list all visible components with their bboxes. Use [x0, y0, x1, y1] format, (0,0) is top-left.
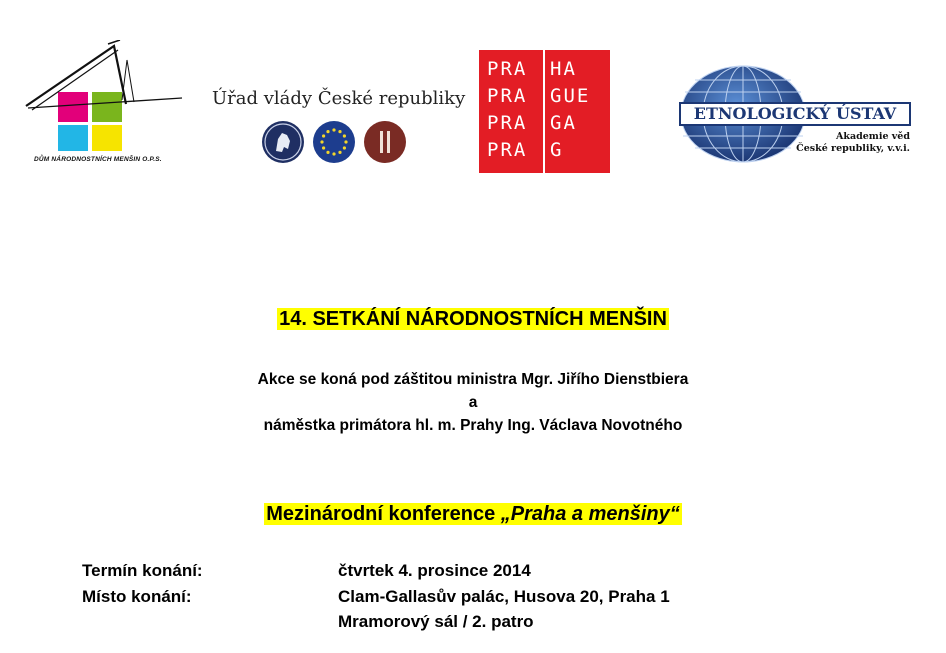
event-title: 14. SETKÁNÍ NÁRODNOSTNÍCH MENŠIN: [279, 308, 667, 330]
patronage-line-2: náměstka primátora hl. m. Prahy Ing. Václava Novotného: [263, 417, 683, 434]
etnologicky-ustav-logo: [675, 62, 915, 172]
house-icon: [22, 40, 192, 170]
conference-title-block: [0, 503, 946, 526]
praha-row-left: PRA: [487, 85, 528, 107]
date-label: Termín konání:: [82, 561, 203, 580]
etnologicky-name: ETNOLOGICKÝ ÚSTAV: [679, 102, 911, 126]
patronage-conjunction: a: [468, 394, 478, 411]
praha-row: [479, 139, 610, 165]
praha-row-left: PRA: [487, 58, 528, 80]
praha-row-left: PRA: [487, 112, 528, 134]
urad-vlady-logo: [212, 88, 466, 168]
place-value-room: Mramorový sál / 2. patro: [338, 612, 534, 631]
place-label: Místo konání:: [82, 587, 192, 606]
vote-seal-icon: [364, 121, 406, 163]
praha-row: [479, 112, 610, 138]
lion-seal-icon: [262, 121, 304, 163]
praha-logo: [479, 50, 610, 173]
dnm-caption: DŮM NÁRODNOSTNÍCH MENŠIN O.P.S.: [34, 156, 162, 163]
praha-row-left: PRA: [487, 139, 528, 161]
etnologicky-sub-1: Akademie věd: [835, 131, 910, 142]
praha-row-right: GA: [550, 112, 577, 134]
conference-name: „Praha a menšiny“: [500, 503, 680, 525]
conference-prefix: Mezinárodní konference: [266, 503, 501, 525]
dnm-squares: [58, 92, 122, 151]
praha-row: [479, 58, 610, 84]
place-value: Clam-Gallasův palác, Husova 20, Praha 1: [338, 587, 670, 606]
praha-row: [479, 85, 610, 111]
conference-title: [264, 503, 681, 525]
date-value: čtvrtek 4. prosince 2014: [338, 561, 531, 580]
etnologicky-sub-2: České republiky, v.v.i.: [796, 143, 910, 154]
praha-row-right: HA: [550, 58, 577, 80]
eu-stars-seal-icon: [313, 121, 355, 163]
dnm-logo: [22, 40, 192, 170]
praha-row-right: G: [550, 139, 564, 161]
patronage-line-1: Akce se koná pod záštitou ministra Mgr. Jiřího Dienstbiera: [257, 371, 689, 388]
urad-vlady-title: Úřad vlády České republiky: [212, 88, 466, 109]
praha-row-right: GUE: [550, 85, 591, 107]
event-title-block: [0, 308, 946, 331]
